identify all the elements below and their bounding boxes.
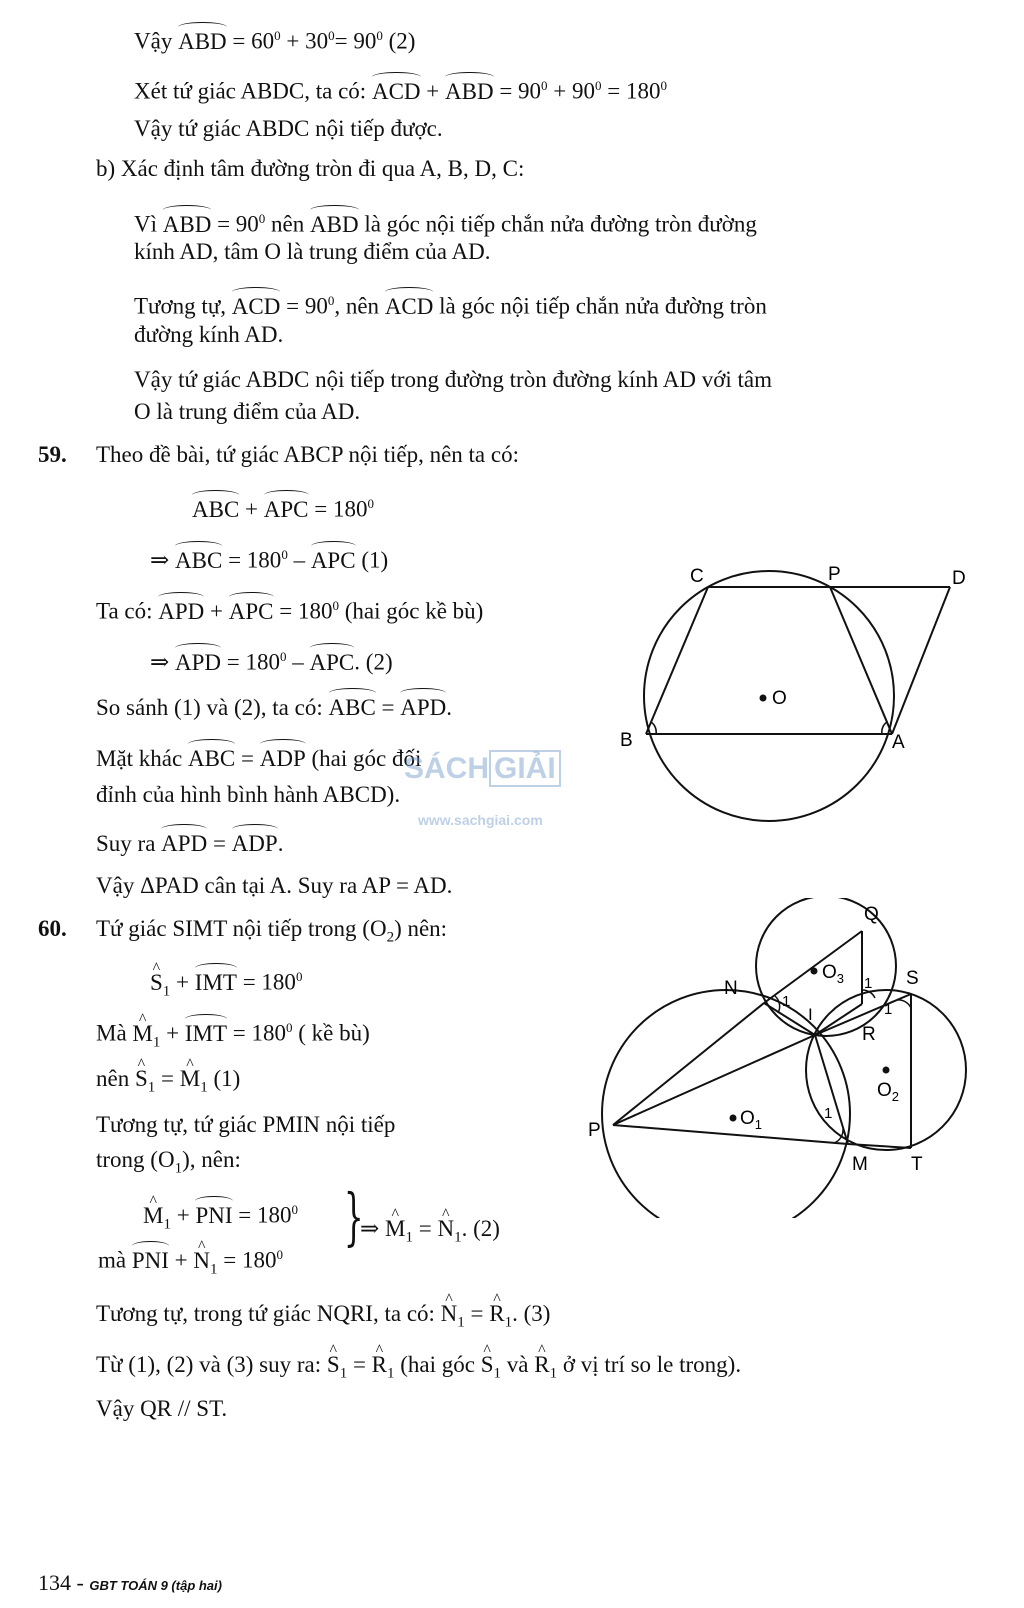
line-5: Vì ABD = $90^0$ nên ABD là góc nội tiếp chắn nửa đường tròn đường [134, 211, 757, 237]
figure-59 [620, 562, 980, 822]
problem-60-number: 60. [38, 916, 67, 941]
segment-pi [613, 1035, 815, 1125]
label-p: P [588, 1120, 601, 1141]
page-number: 134 - [38, 1570, 84, 1595]
angle-label-n1: 1 [782, 993, 791, 1010]
line-2: Xét tứ giác ABDC, ta có: ACD + ABD = $90^0 + 90^0 = 180^0$ [134, 78, 668, 104]
line-27: ^ $M_1$ + PNI = $180^0$ [143, 1196, 298, 1238]
line-24: nên ^ $S_1$ = ^ $M_1$ (1) [96, 1065, 240, 1102]
label-o1: $O_1$ [740, 1108, 763, 1132]
line-29: ⇒ ^ $M_1$ = ^ $N_1$. (2) [360, 1215, 500, 1252]
line-17: Mặt khác ABC = ADP (hai góc đối [96, 746, 422, 771]
line-22: ^ $S_1$ + IMT = $180^0$ [150, 963, 302, 1005]
line-23: Mà ^ $M_1$ + IMT = $180^0$ ( kề bù) [96, 1014, 370, 1056]
line-20: Vậy ΔPAD cân tại A. Suy ra AP = AD. [96, 873, 453, 898]
label-r: R [862, 1024, 876, 1045]
label-n: N [724, 978, 738, 999]
line-7: Tương tự, ACD = $90^0$, nên ACD là góc nội tiếp chắn nửa đường tròn [134, 293, 767, 319]
segment-nq [764, 931, 862, 1003]
angle-label-r1: 1 [884, 1001, 893, 1018]
label-s: S [906, 968, 919, 989]
label-o2: $O_2$ [877, 1080, 900, 1104]
line-13: ⇒ ABC = $180^0$ – APC (1) [150, 547, 389, 573]
line-18: đỉnh của hình bình hành ABCD). [96, 782, 401, 807]
angle-label-q1: 1 [864, 975, 873, 992]
label-p: P [828, 564, 841, 585]
line-11: Theo đề bài, tứ giác ABCP nội tiếp, nên ta có: [96, 442, 519, 467]
line-1: Vậy ABD = $60^0 + 30^0= 90^0$ (2) [134, 28, 416, 54]
label-d: D [952, 568, 966, 589]
book-title: GBT TOÁN 9 (tập hai) [89, 1578, 222, 1593]
segment-pn [613, 1003, 764, 1125]
line-32: Vậy QR // ST. [96, 1396, 228, 1421]
center-dot-o3 [811, 968, 818, 975]
angle-label-m1: 1 [824, 1105, 833, 1122]
line-6: kính AD, tâm O là trung điểm của AD. [134, 239, 491, 264]
segment-pa [830, 587, 892, 734]
line-28: mà PNI + ^ $N_1 = 180^0$ [98, 1241, 283, 1283]
segment-bc [646, 587, 708, 734]
line-12: ABC + APC = $180^0$ [192, 496, 375, 522]
label-c: C [690, 566, 704, 587]
center-dot-o2 [883, 1067, 890, 1074]
angle-mark-b [651, 722, 656, 734]
segment-pm [613, 1125, 848, 1144]
line-8: đường kính AD. [134, 322, 284, 347]
line-19: Suy ra APD = ADP. [96, 831, 284, 856]
segment-ad [892, 587, 950, 734]
label-o3: $O_3$ [822, 962, 845, 986]
angle-mark-s [897, 1000, 911, 1008]
label-o: O [772, 688, 787, 709]
line-31: Từ (1), (2) và (3) suy ra: ^ $S_1$ = ^ $R_1$ (hai góc ^ $S_1$ và ^ $R_1$ ở vị trí so le trong). [96, 1351, 741, 1388]
watermark-url: www.sachgiai.com [418, 812, 543, 828]
problem-59-number: 59. [38, 442, 67, 467]
figure-60 [586, 898, 986, 1218]
center-dot-o1 [730, 1115, 737, 1122]
label-m: M [852, 1154, 868, 1175]
line-26: trong $(O_1)$, nên: [96, 1147, 241, 1177]
circle-o [644, 571, 894, 821]
line-14: Ta có: APD + APC = $180^0$ (hai góc kề bù) [96, 598, 484, 624]
label-a: A [892, 732, 905, 753]
line-16: So sánh (1) và (2), ta có: ABC = APD. [96, 695, 453, 720]
brace: } [343, 1180, 364, 1253]
label-i: I [808, 1005, 813, 1024]
label-q: Q [864, 904, 879, 925]
line-4: b) Xác định tâm đường tròn đi qua A, B, D, C: [96, 156, 525, 181]
line-25: Tương tự, tứ giác PMIN nội tiếp [96, 1112, 396, 1137]
angle-mark-a [882, 722, 887, 734]
page-footer [38, 1570, 222, 1596]
line-30: Tương tự, trong tứ giác NQRI, ta có: ^ $N_1$ = ^ $R_1$. (3) [96, 1300, 550, 1337]
line-15: ⇒ APD = $180^0$ – APC. (2) [150, 649, 393, 675]
label-t: T [911, 1154, 923, 1175]
center-dot-o [760, 695, 767, 702]
line-3: Vậy tứ giác ABDC nội tiếp được. [134, 116, 443, 141]
label-b: B [620, 730, 633, 751]
segment-mt [848, 1144, 911, 1148]
line-21: Tứ giác SIMT nội tiếp trong $(O_2)$ nên: [96, 916, 448, 946]
line-10: O là trung điểm của AD. [134, 399, 361, 424]
line-9: Vậy tứ giác ABDC nội tiếp trong đường tròn đường kính AD với tâm [134, 367, 772, 392]
watermark-logo: SÁCH GIẢI [404, 752, 561, 786]
